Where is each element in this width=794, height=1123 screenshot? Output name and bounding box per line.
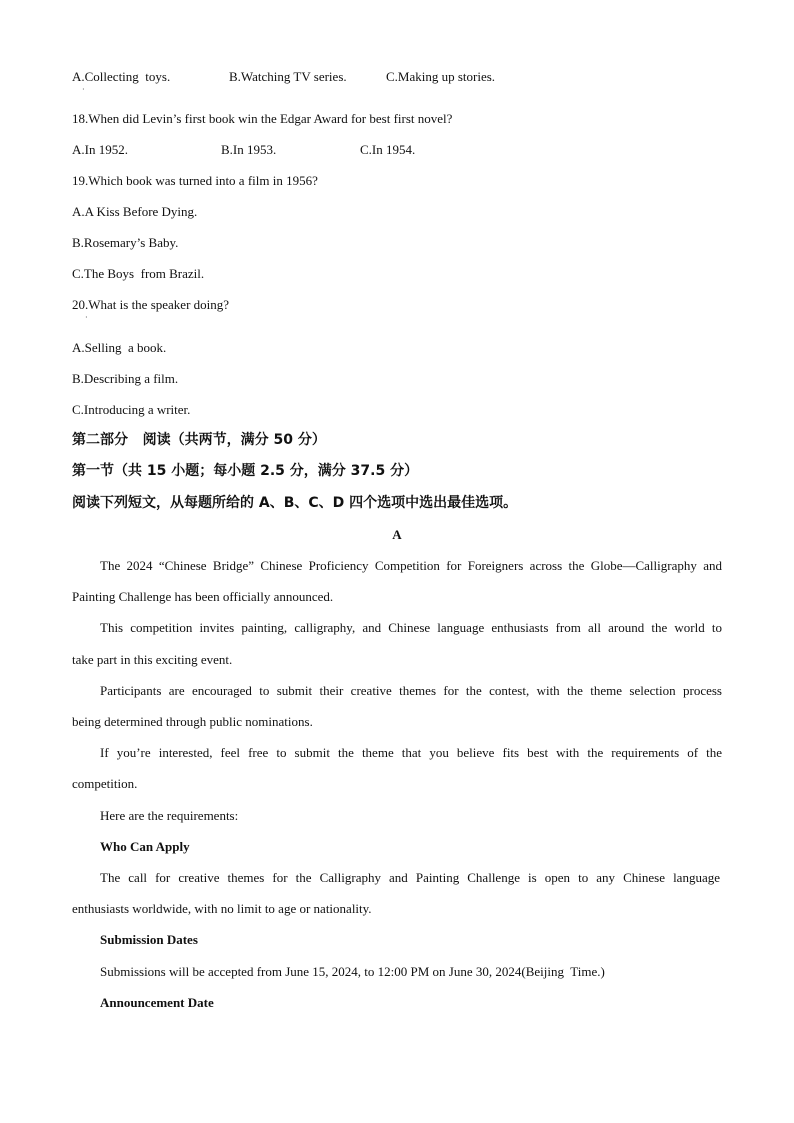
- q18-option-c: C.In 1954.: [360, 142, 416, 157]
- passage-paragraph: If you’re interested, feel free to submit the theme that you believe fits best with the requirements of the: [100, 745, 722, 760]
- q19-option-a: A.A Kiss Before Dying.: [72, 204, 198, 219]
- passage-paragraph: take part in this exciting event.: [72, 652, 233, 667]
- section-heading: Announcement Date: [100, 995, 214, 1010]
- stray-mark: ·: [82, 85, 85, 94]
- passage-paragraph: Participants are encouraged to submit their creative themes for the contest, with the theme selection process: [100, 683, 722, 698]
- section-title: 第二部分 阅读（共两节，满分 50 分）: [72, 432, 326, 448]
- passage-paragraph: Painting Challenge has been officially announced.: [72, 589, 334, 604]
- section-part-title: 第一节（共 15 小题；每小题 2.5 分，满分 37.5 分）: [72, 463, 419, 479]
- passage-paragraph: The 2024 “Chinese Bridge” Chinese Proficiency Competition for Foreigners across the Globe—Calligraphy and: [100, 558, 722, 573]
- q17-option-b: B.Watching TV series.: [229, 69, 347, 84]
- q18-question: 18.When did Levin’s first book win the Edgar Award for best first novel?: [72, 111, 453, 126]
- q17-option-a: A.Collecting toys.: [72, 69, 171, 84]
- q19-option-c: C.The Boys from Brazil.: [72, 266, 205, 281]
- passage-paragraph: Here are the requirements:: [100, 808, 239, 823]
- passage-paragraph: enthusiasts worldwide, with no limit to age or nationality.: [72, 901, 372, 916]
- q17-option-c: C.Making up stories.: [386, 69, 496, 84]
- passage-paragraph: This competition invites painting, calligraphy, and Chinese language enthusiasts from all around the world to: [100, 620, 722, 635]
- q20-option-c: C.Introducing a writer.: [72, 402, 191, 417]
- q18-option-a: A.In 1952.: [72, 142, 128, 157]
- passage-paragraph: The call for creative themes for the Calligraphy and Painting Challenge is open to any Chinese language: [100, 870, 720, 885]
- q19-option-b: B.Rosemary’s Baby.: [72, 235, 179, 250]
- section-instruction: 阅读下列短文，从每题所给的 A、B、C、D 四个选项中选出最佳选项。: [72, 495, 518, 511]
- stray-mark: ·: [85, 313, 88, 322]
- passage-paragraph: Submissions will be accepted from June 15, 2024, to 12:00 PM on June 30, 2024(Beijing Time.): [100, 964, 605, 979]
- passage-paragraph: being determined through public nominations.: [72, 714, 313, 729]
- passage-paragraph: competition.: [72, 776, 138, 791]
- q18-option-b: B.In 1953.: [221, 142, 277, 157]
- passage-label: A: [392, 527, 402, 542]
- section-heading: Who Can Apply: [100, 839, 190, 854]
- section-heading: Submission Dates: [100, 932, 198, 947]
- q20-question: 20.What is the speaker doing?: [72, 297, 230, 312]
- q20-option-b: B.Describing a film.: [72, 371, 179, 386]
- q20-option-a: A.Selling a book.: [72, 340, 167, 355]
- q19-question: 19.Which book was turned into a film in 1956?: [72, 173, 318, 188]
